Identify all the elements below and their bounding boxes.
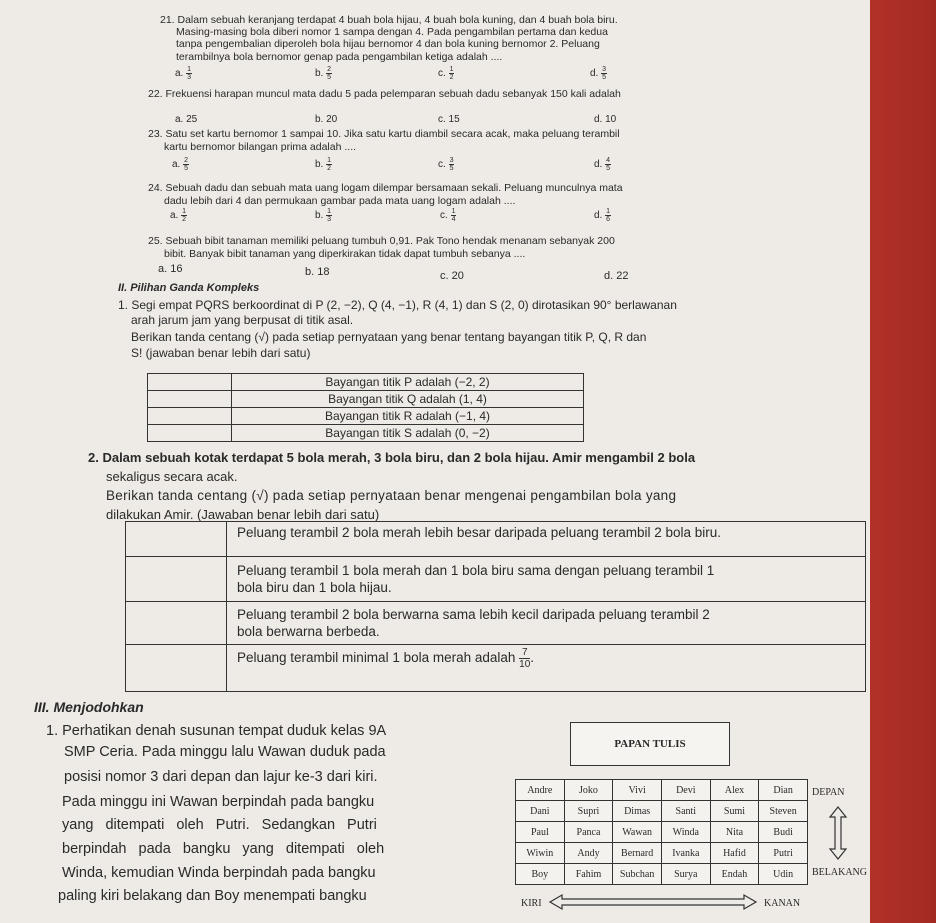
s2-q2-line3: Berikan tanda centang (√) pada setiap pernyataan benar mengenai pengambilan bola yang <box>106 488 677 503</box>
seat: Joko <box>564 780 613 801</box>
seat: Winda <box>661 822 710 843</box>
q22-option-c: c. 15 <box>438 114 460 125</box>
statement-cell: Bayangan titik S adalah (0, −2) <box>232 425 584 442</box>
table-row <box>126 522 866 557</box>
label-kanan: KANAN <box>764 898 801 909</box>
seat: Surya <box>661 864 710 885</box>
seat: Bernard <box>613 843 662 864</box>
seat: Devi <box>661 780 710 801</box>
s2-q1-line3: Berikan tanda centang (√) pada setiap pernyataan yang benar tentang bayangan titik P, Q, R dan <box>131 330 647 344</box>
seat: Paul <box>516 822 565 843</box>
q21-line1: 21. Dalam sebuah keranjang terdapat 4 buah bola hijau, 4 buah bola kuning, dan 4 buah bola biru. <box>160 14 618 26</box>
statement-cell: Peluang terambil 2 bola berwarna sama lebih kecil daripada peluang terambil 2 bola berwarna berbeda. <box>227 602 866 645</box>
table-row <box>148 391 584 408</box>
q25-option-c: c. 20 <box>440 270 464 282</box>
checkbox-cell[interactable] <box>148 374 232 391</box>
table-row <box>126 557 866 602</box>
table-row <box>148 408 584 425</box>
s3-line1: 1. Perhatikan denah susunan tempat duduk kelas 9A <box>46 723 387 739</box>
s2-q1-line4: S! (jawaban benar lebih dari satu) <box>131 346 311 360</box>
label-belakang: BELAKANG <box>812 867 867 878</box>
statement-cell: Peluang terambil minimal 1 bola merah adalah $\frac{7}{10}$ . <box>227 645 866 692</box>
s3-line4: Pada minggu ini Wawan berpindah pada bangku <box>62 794 375 810</box>
q21-option-b: b. $\frac{2}{5}$ <box>315 66 332 81</box>
table-row <box>126 602 866 645</box>
checkbox-cell[interactable] <box>126 602 227 645</box>
seat: Boy <box>516 864 565 885</box>
s3-line3: posisi nomor 3 dari depan dan lajur ke-3 dari kiri. <box>64 769 378 785</box>
q21-line4: terambilnya bola bernomor genap pada pengambilan ketiga adalah .... <box>176 51 503 63</box>
s3-line7: Winda, kemudian Winda berpindah pada bangku <box>62 865 376 881</box>
seat: Dimas <box>613 801 662 822</box>
table-row <box>148 374 584 391</box>
probability-table <box>125 521 866 692</box>
q25-option-d: d. 22 <box>604 270 629 282</box>
q23-line2: kartu bernomor bilangan prima adalah .... <box>164 141 357 153</box>
rotation-table <box>147 373 584 442</box>
q22-option-d: d. 10 <box>594 114 617 125</box>
q25-option-b: b. 18 <box>305 266 330 278</box>
q23-option-c: c. $\frac{3}{5}$ <box>438 157 454 172</box>
seat: Fahim <box>564 864 613 885</box>
label-depan: DEPAN <box>812 787 845 798</box>
q25-line2: bibit. Banyak bibit tanaman yang diperkirakan tidak dapat tumbuh sebanya .... <box>164 248 526 260</box>
seat: Steven <box>759 801 808 822</box>
checkbox-cell[interactable] <box>126 557 227 602</box>
q23-option-b: b. $\frac{1}{2}$ <box>315 157 332 172</box>
seat: Budi <box>759 822 808 843</box>
s3-line5: yang ditempati oleh Putri. Sedangkan Putri <box>62 817 377 833</box>
seat: Dani <box>516 801 565 822</box>
seat: Santi <box>661 801 710 822</box>
q25-option-a: a. 16 <box>158 263 183 275</box>
q24-line1: 24. Sebuah dadu dan sebuah mata uang logam dilempar bersamaan sekali. Peluang munculnya mata <box>148 182 623 194</box>
q22-option-a: a. 25 <box>175 114 198 125</box>
seat: Nita <box>710 822 759 843</box>
q24-option-a: a. $\frac{1}{2}$ <box>170 208 187 223</box>
table-row <box>126 645 866 692</box>
q23-line1: 23. Satu set kartu bernomor 1 sampai 10. Jika satu kartu diambil secara acak, maka peluang terambil <box>148 128 620 140</box>
q25-line1: 25. Sebuah bibit tanaman memiliki peluang tumbuh 0,91. Pak Tono hendak menanam sebanyak 200 <box>148 235 615 247</box>
q24-option-c: c. $\frac{1}{4}$ <box>440 208 456 223</box>
whiteboard: PAPAN TULIS <box>570 722 730 766</box>
seat: Wiwin <box>516 843 565 864</box>
q24-option-d: d. $\frac{1}{6}$ <box>594 208 611 223</box>
table-row <box>516 822 808 843</box>
table-row <box>148 425 584 442</box>
s3-line6: berpindah pada bangku yang ditempati oleh <box>62 841 385 857</box>
q24-line2: dadu lebih dari 4 dan permukaan gambar pada mata uang logam adalah .... <box>164 195 516 207</box>
table-row <box>516 843 808 864</box>
seat: Alex <box>710 780 759 801</box>
s2-q2-line1: 2. Dalam sebuah kotak terdapat 5 bola merah, 3 bola biru, dan 2 bola hijau. Amir mengambil 2 bola <box>88 450 696 465</box>
checkbox-cell[interactable] <box>126 645 227 692</box>
seat: Subchan <box>613 864 662 885</box>
label-kiri: KIRI <box>521 898 542 909</box>
statement-cell: Peluang terambil 1 bola merah dan 1 bola biru sama dengan peluang terambil 1 bola biru dan 1 bola hijau. <box>227 557 866 602</box>
horizontal-double-arrow-icon <box>548 893 758 911</box>
s2-q2-line4: dilakukan Amir. (Jawaban benar lebih dari satu) <box>106 507 380 522</box>
vertical-double-arrow-icon <box>826 805 850 861</box>
seat: Panca <box>564 822 613 843</box>
checkbox-cell[interactable] <box>148 408 232 425</box>
table-row <box>516 780 808 801</box>
seat: Ivanka <box>661 843 710 864</box>
statement-cell: Peluang terambil 2 bola merah lebih besar daripada peluang terambil 2 bola biru. <box>227 522 866 557</box>
q22-text: 22. Frekuensi harapan muncul mata dadu 5 pada pelemparan sebuah dadu sebanyak 150 kali adalah <box>148 88 621 100</box>
s3-line2: SMP Ceria. Pada minggu lalu Wawan duduk pada <box>64 744 386 760</box>
seat: Hafid <box>710 843 759 864</box>
seat: Dian <box>759 780 808 801</box>
s3-line8: paling kiri belakang dan Boy menempati bangku <box>58 888 367 904</box>
seat: Endah <box>710 864 759 885</box>
q22-option-b: b. 20 <box>315 114 338 125</box>
checkbox-cell[interactable] <box>148 391 232 408</box>
checkbox-cell[interactable] <box>126 522 227 557</box>
seat: Supri <box>564 801 613 822</box>
q24-option-b: b. $\frac{1}{3}$ <box>315 208 332 223</box>
statement-cell: Bayangan titik Q adalah (1, 4) <box>232 391 584 408</box>
q21-option-a: a. $\frac{1}{3}$ <box>175 66 192 81</box>
seat: Putri <box>759 843 808 864</box>
seat: Andy <box>564 843 613 864</box>
q21-option-d: d. $\frac{3}{5}$ <box>590 66 607 81</box>
statement-cell: Bayangan titik P adalah (−2, 2) <box>232 374 584 391</box>
q21-option-c: c. $\frac{1}{2}$ <box>438 66 454 81</box>
table-row <box>516 801 808 822</box>
seating-chart <box>515 779 808 885</box>
q21-line2: Masing-masing bola diberi nomor 1 sampa dengan 4. Pada pengambilan pertama dan kedua <box>176 26 608 38</box>
q23-option-d: d. $\frac{4}{5}$ <box>594 157 611 172</box>
s2-q1-line2: arah jarum jam yang berpusat di titik asal. <box>131 313 354 327</box>
seat: Sumi <box>710 801 759 822</box>
q23-option-a: a. $\frac{2}{5}$ <box>172 157 189 172</box>
seat: Wawan <box>613 822 662 843</box>
seat: Udin <box>759 864 808 885</box>
s2-q2-line2: sekaligus secara acak. <box>106 469 238 484</box>
table-row <box>516 864 808 885</box>
s2-q1-line1: 1. Segi empat PQRS berkoordinat di P (2, −2), Q (4, −1), R (4, 1) dan S (2, 0) dirotasikan 90° berlawanan <box>118 298 677 312</box>
seat: Andre <box>516 780 565 801</box>
section3-heading: III. Menjodohkan <box>34 699 144 715</box>
checkbox-cell[interactable] <box>148 425 232 442</box>
section2-heading: II. Pilihan Ganda Kompleks <box>118 282 260 294</box>
seat: Vivi <box>613 780 662 801</box>
statement-cell: Bayangan titik R adalah (−1, 4) <box>232 408 584 425</box>
q21-line3: tanpa pengembalian diperoleh bola hijau bernomor 4 dan bola kuning bernomor 2. Peluang <box>176 38 600 50</box>
